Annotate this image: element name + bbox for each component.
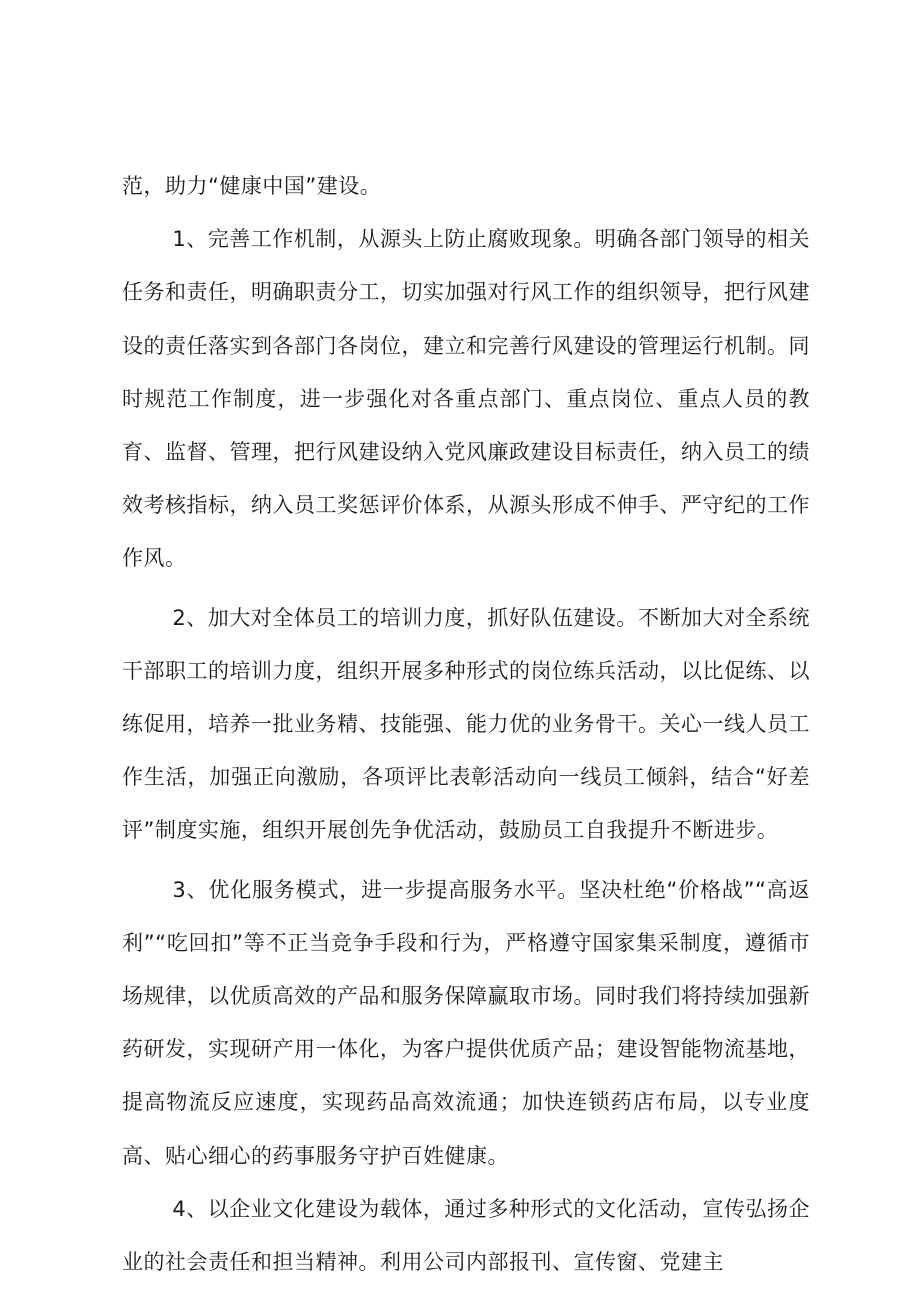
paragraph-item-4: 4、以企业文化建设为载体，通过多种形式的文化活动，宣传弘扬企业的社会责任和担当精神。利用公司内部报刊、宣传窗、党建主 [122, 1196, 810, 1275]
paragraph-continuation: 范，助力“健康中国”建设。 [122, 174, 382, 198]
paragraph-item-2: 2、加大对全体员工的培训力度，抓好队伍建设。不断加大对全系统干部职工的培训力度，组织开展多种形式的岗位练兵活动，以比促练、以练促用，培养一批业务精、技能强、能力优的业务骨干。关心一线人员工作生活，加强正向激励，各项评比表彰活动向一线员工倾斜，结合“好差评”制度实施，组织开展创先争优活动，鼓励员工自我提升不断进步。 [122, 605, 810, 843]
document-body [122, 160, 810, 1289]
paragraph-item-3: 3、优化服务模式，进一步提高服务水平。坚决杜绝“价格战”“高返利”“吃回扣”等不正当竞争手段和行为，严格遵守国家集采制度，遵循市场规律，以优质高效的产品和服务保障赢取市场。同时我们将持续加强新药研发，实现研产用一体化，为客户提供优质产品；建设智能物流基地，提高物流反应速度，实现药品高效流通；加快连锁药店布局，以专业度高、贴心细心的药事服务守护百姓健康。 [122, 877, 810, 1168]
paragraph-item-1: 1、完善工作机制，从源头上防止腐败现象。明确各部门领导的相关任务和责任，明确职责分工，切实加强对行风工作的组织领导，把行风建设的责任落实到各部门各岗位，建立和完善行风建设的管理运行机制。同时规范工作制度，进一步强化对各重点部门、重点岗位、重点人员的教育、监督、管理，把行风建设纳入党风廉政建设目标责任，纳入员工的绩效考核指标，纳入员工奖惩评价体系，从源头形成不伸手、严守纪的工作作风。 [122, 227, 810, 571]
